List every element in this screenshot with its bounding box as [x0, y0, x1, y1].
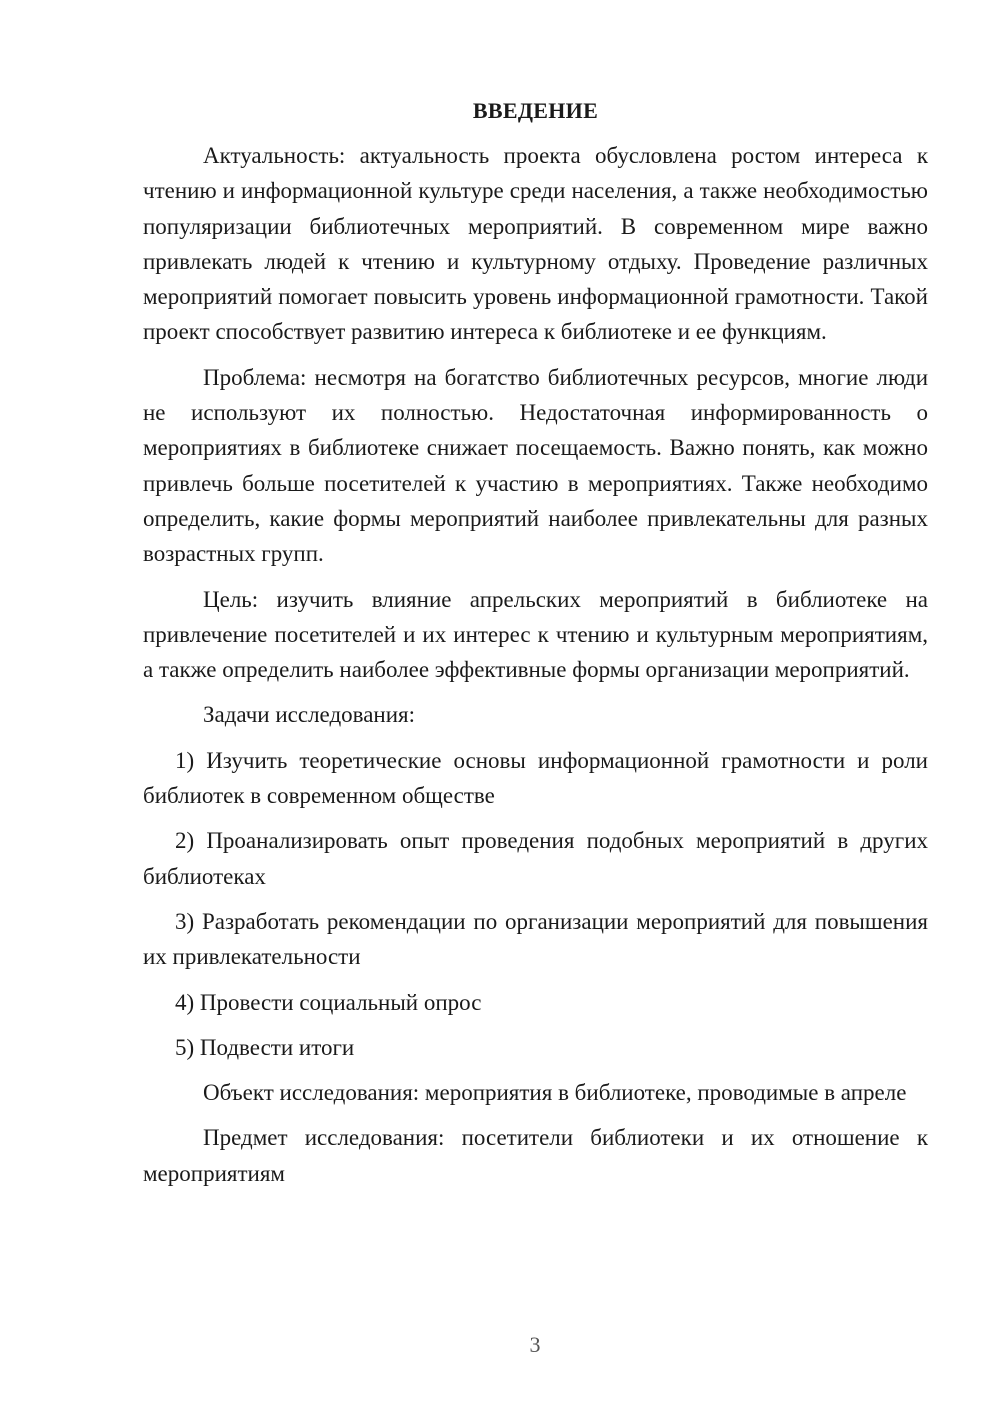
- goal-paragraph: Цель: изучить влияние апрельских мероприятий в библиотеке на привлечение посетителей и их интерес к чтению и культурным мероприятиям, а также определить наиболее эффективные формы организации мероприятий.: [143, 586, 928, 683]
- problem-paragraph: Проблема: несмотря на богатство библиотечных ресурсов, многие люди не используют их полностью. Недостаточная информированность о мероприятиях в библиотеке снижает посещаемость. Важно понять, как можно привлечь больше посетителей к участию в мероприятиях. Также необходимо определить, какие формы мероприятий наиболее привлекательны для разных возрастных групп.: [143, 364, 928, 567]
- task-item-3: 3) Разработать рекомендации по организации мероприятий для повышения их привлекательности: [143, 908, 928, 970]
- section-heading: ВВЕДЕНИЕ: [472, 98, 599, 123]
- page-content: [143, 96, 928, 1201]
- task-item-4: 4) Провести социальный опрос: [175, 989, 482, 1015]
- task-item-1: 1) Изучить теоретические основы информационной грамотности и роли библиотек в современном обществе: [143, 747, 928, 809]
- task-item-5: 5) Подвести итоги: [175, 1034, 355, 1060]
- page-number: 3: [529, 1332, 541, 1357]
- tasks-title: Задачи исследования:: [203, 702, 416, 728]
- relevance-paragraph: Актуальность: актуальность проекта обусловлена ростом интереса к чтению и информационной культуре среди населения, а также необходимостью популяризации библиотечных мероприятий. В современном мире важно привлекать людей к чтению и культурному отдыху. Проведение различных мероприятий помогает повысить уровень информационной грамотности. Такой проект способствует развитию интереса к библиотеке и ее функциям.: [143, 143, 928, 345]
- subject-paragraph: Предмет исследования: посетители библиотеки и их отношение к мероприятиям: [143, 1125, 928, 1186]
- task-item-2: 2) Проанализировать опыт проведения подобных мероприятий в других библиотеках: [143, 828, 928, 889]
- object-paragraph: Объект исследования: мероприятия в библиотеке, проводимые в апреле: [203, 1080, 907, 1106]
